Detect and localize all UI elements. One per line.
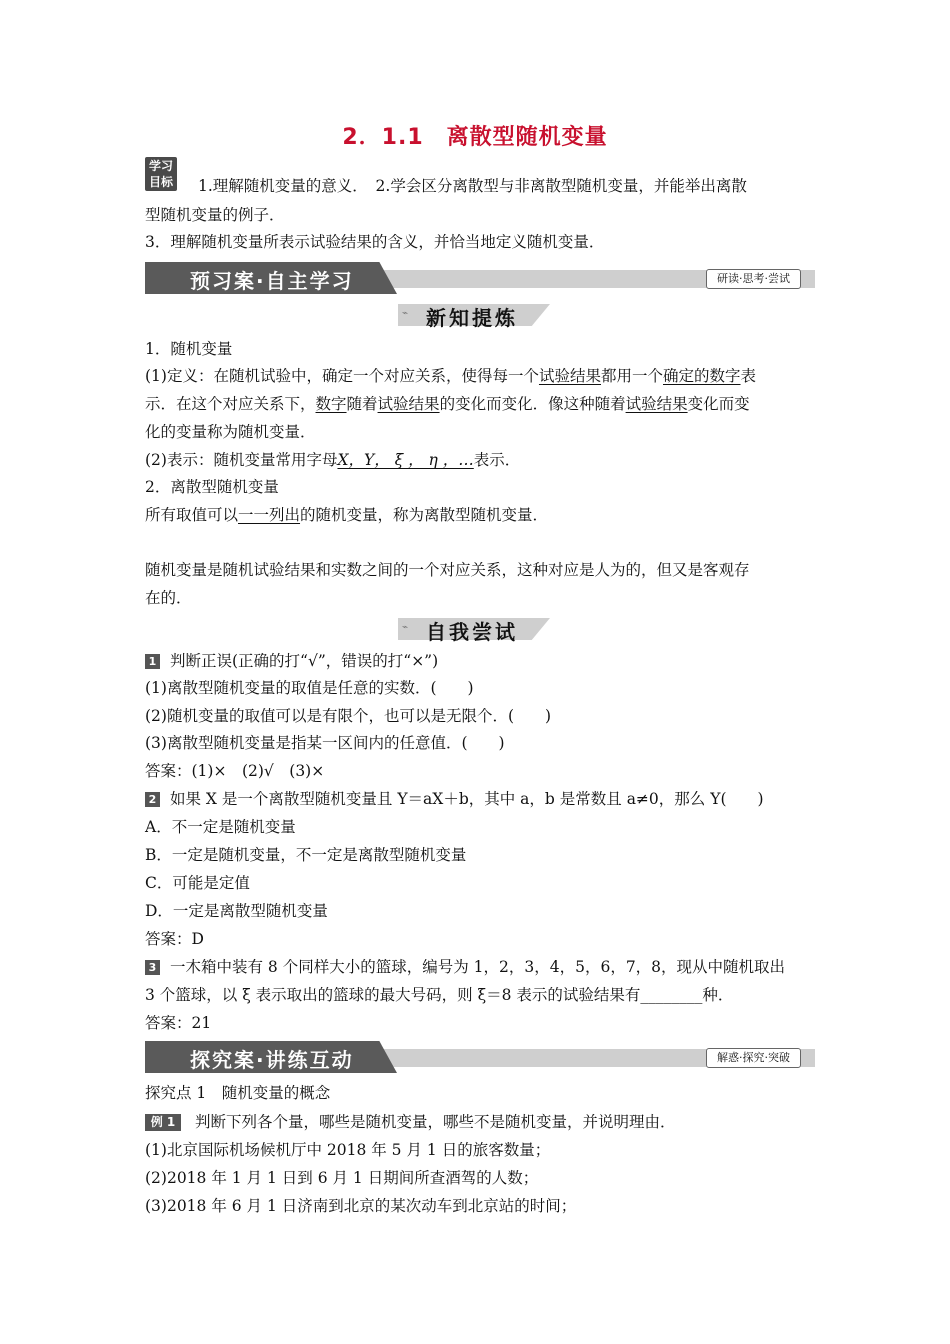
subheading-self-test — [398, 614, 550, 644]
pen-icon: ⌁ — [402, 308, 409, 319]
subheading-label: 自我尝试 — [426, 620, 518, 644]
q2-option-d: D．一定是离散型随机变量 — [145, 902, 328, 920]
section-header-explore — [145, 1041, 815, 1073]
definition-line-3: 化的变量称为随机变量． — [145, 423, 316, 441]
section-tag: 解惑·探究·突破 — [706, 1048, 801, 1068]
definition-line-1: (1)定义：在随机试验中，确定一个对应关系，使得每一个试验结果都用一个确定的数字表 — [145, 367, 757, 385]
example-item-1: (1)北京国际机场候机厅中 2018 年 5 月 1 日的旅客数量； — [145, 1141, 551, 1159]
subheading-new-knowledge — [398, 300, 550, 330]
q2-answer: 答案：D — [145, 930, 204, 948]
example-badge: 例 1 — [145, 1114, 181, 1131]
goal-badge-text: 学习 目标 — [148, 159, 173, 189]
question-number-badge: 3 — [145, 960, 160, 975]
section-header-preview — [145, 262, 815, 294]
question-number-badge: 1 — [145, 654, 160, 669]
representation-line: (2)表示：随机变量常用字母X，Y， ξ ， η ，…表示． — [145, 451, 521, 469]
goal-line-1: 1.理解随机变量的意义． 2.学会区分离散型与非离散型随机变量，并能举出离散 — [198, 177, 747, 195]
section-tag: 研读·思考·尝试 — [706, 269, 801, 289]
goal-line-3: 3．理解随机变量所表示试验结果的含义，并恰当地定义随机变量． — [145, 233, 605, 251]
q3-answer: 答案：21 — [145, 1014, 212, 1032]
section-title: 预习案·自主学习 — [190, 269, 354, 293]
pen-icon: ⌁ — [402, 622, 409, 633]
learning-goal-badge — [145, 157, 177, 191]
q1-item-3: (3)离散型随机变量是指某一区间内的任意值．( ) — [145, 734, 505, 752]
goal-line-2: 型随机变量的例子． — [145, 206, 285, 224]
question-3-stem: 3 一木箱中装有 8 个同样大小的篮球，编号为 1，2，3，4，5，6，7，8，现从中随机取出 — [145, 957, 815, 977]
q3-stem-line-2: 3 个篮球，以 ξ 表示取出的篮球的最大号码，则 ξ＝8 表示的试验结果有________种． — [145, 986, 734, 1004]
question-1-stem: 1 判断正误(正确的打“√”，错误的打“×”) — [145, 651, 815, 671]
definition-line-2: 示．在这个对应关系下，数字随着试验结果的变化而变化．像这种随着试验结果变化而变 — [145, 395, 750, 413]
subheading-label: 新知提炼 — [426, 306, 518, 330]
knowledge-heading-1: 1．随机变量 — [145, 340, 233, 358]
note-line-2: 在的． — [145, 589, 192, 607]
example-item-2: (2)2018 年 1 月 1 日到 6 月 1 日期间所查酒驾的人数； — [145, 1169, 539, 1187]
example-1-stem: 例 1 判断下列各个量，哪些是随机变量，哪些不是随机变量，并说明理由． — [145, 1112, 815, 1132]
q2-option-a: A．不一定是随机变量 — [145, 818, 296, 836]
knowledge-heading-2: 2．离散型随机变量 — [145, 478, 279, 496]
q1-item-2: (2)随机变量的取值可以是有限个，也可以是无限个．( ) — [145, 707, 552, 725]
question-number-badge: 2 — [145, 792, 160, 807]
q1-item-1: (1)离散型随机变量的取值是任意的实数．( ) — [145, 679, 474, 697]
explore-point-heading: 探究点 1 随机变量的概念 — [145, 1084, 331, 1102]
q1-answer: 答案：(1)× (2)√ (3)× — [145, 762, 325, 780]
q2-option-c: C．可能是定值 — [145, 874, 250, 892]
discrete-definition: 所有取值可以一一列出的随机变量，称为离散型随机变量． — [145, 506, 549, 524]
example-item-3: (3)2018 年 6 月 1 日济南到北京的某次动车到北京站的时间； — [145, 1197, 577, 1215]
page-title: 2．1.1 离散型随机变量 — [342, 125, 608, 150]
section-title: 探究案·讲练互动 — [190, 1048, 354, 1072]
question-2-stem: 2 如果 X 是一个离散型随机变量且 Y＝aX＋b，其中 a，b 是常数且 a≠0，那么 Y( ) — [145, 789, 815, 809]
q2-option-b: B．一定是随机变量，不一定是离散型随机变量 — [145, 846, 467, 864]
note-line-1: 随机变量是随机试验结果和实数之间的一个对应关系，这种对应是人为的，但又是客观存 — [145, 561, 750, 579]
